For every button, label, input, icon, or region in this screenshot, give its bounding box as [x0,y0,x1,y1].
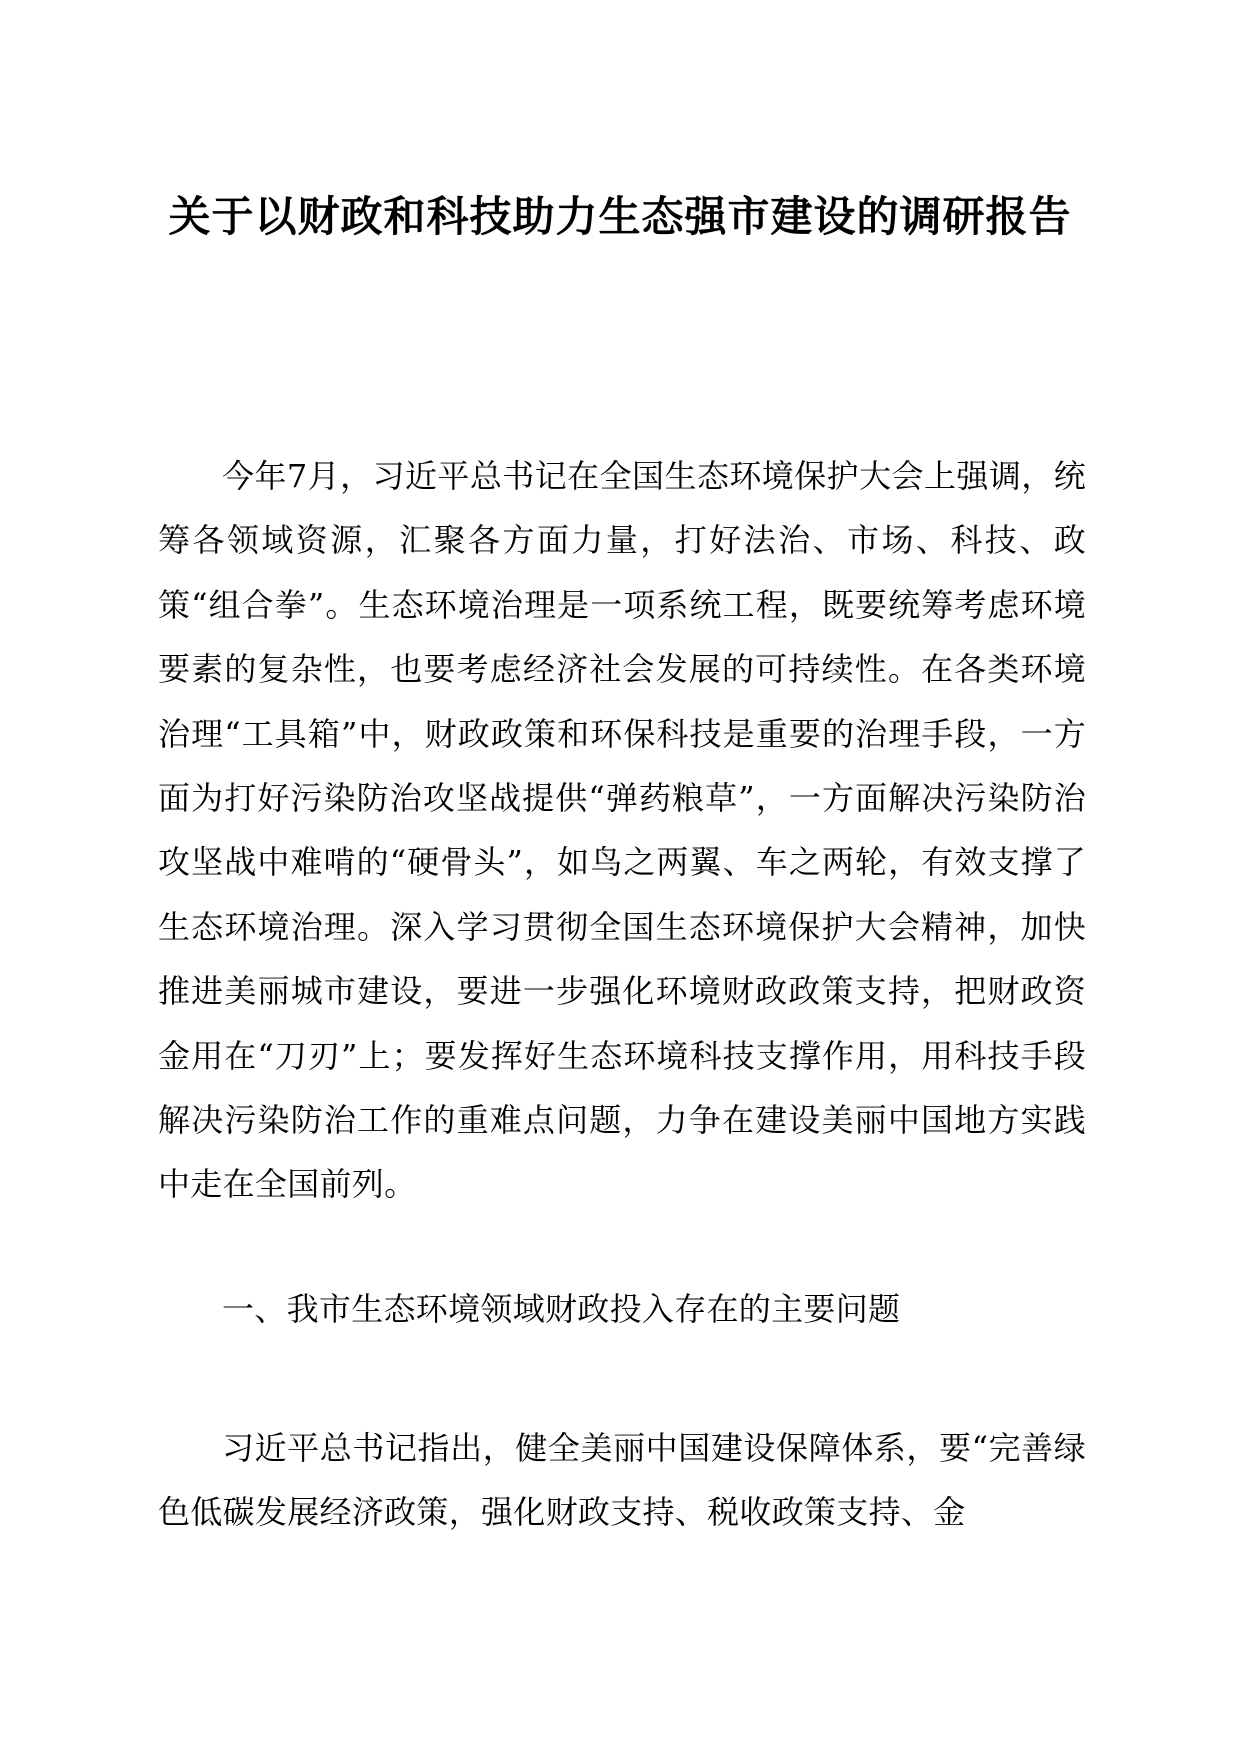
body-paragraph-2: 习近平总书记指出，健全美丽中国建设保障体系，要“完善绿色低碳发展经济政策，强化财政支持、税收政策支持、金 [158,1429,1086,1532]
body-paragraph-1: 今年7月，习近平总书记在全国生态环境保护大会上强调，统筹各领域资源，汇聚各方面力量，打好法治、市场、科技、政策“组合拳”。生态环境治理是一项系统工程，既要统筹考虑环境要素的复杂性，也要考虑经济社会发展的可持续性。在各类环境治理“工具箱”中，财政政策和环保科技是重要的治理手段，一方面为打好污染防治攻坚战提供“弹药粮草”，一方面解决污染防治攻坚战中难啃的“硬骨头”，如鸟之两翼、车之两轮，有效支撑了生态环境治理。深入学习贯彻全国生态环境保护大会精神，加快推进美丽城市建设，要进一步强化环境财政政策支持，把财政资金用在“刀刃”上；要发挥好生态环境科技支撑作用，用科技手段解决污染防治工作的重难点问题，力争在建设美丽中国地方实践中走在全国前列。 [158,457,1086,1204]
document-title: 关于以财政和科技助力生态强市建设的调研报告 [168,192,1072,241]
section-heading-1: 一、我市生态环境领域财政投入存在的主要问题 [222,1290,901,1328]
